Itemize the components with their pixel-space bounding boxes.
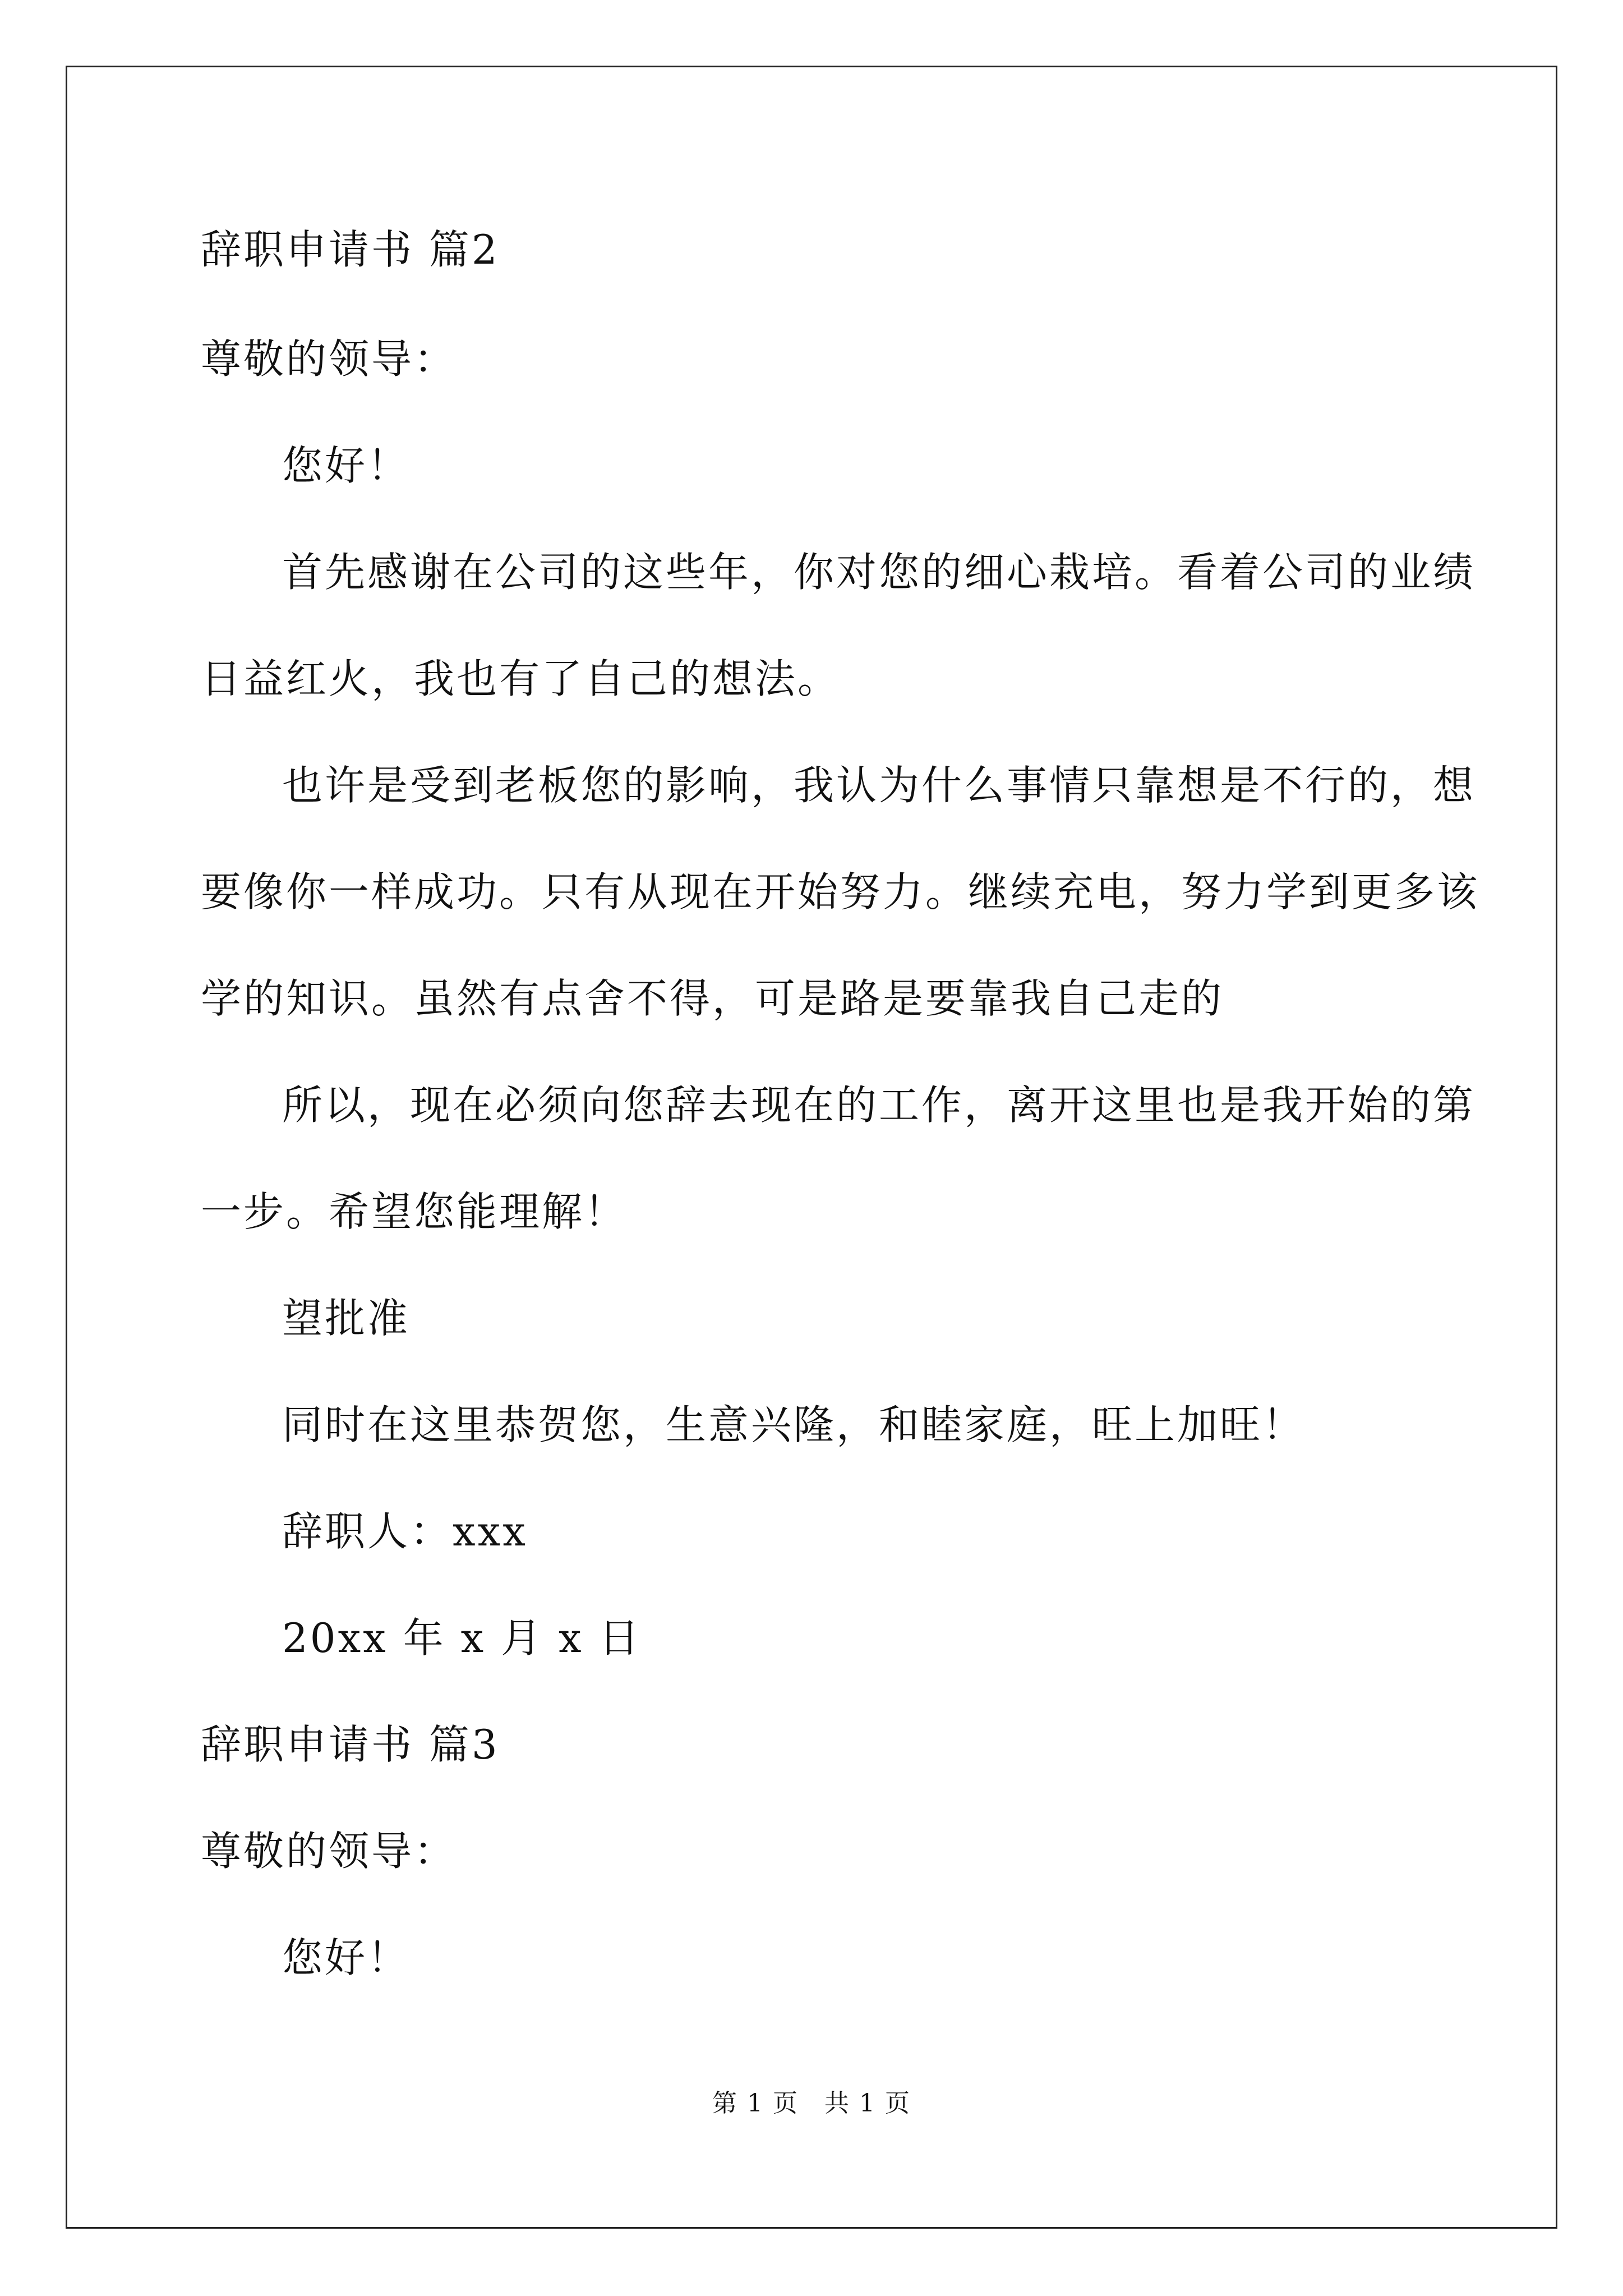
paragraph-line: 一步。希望您能理解！ [201,1188,628,1235]
page-number-footer: 第 1 页 共 1 页 [712,2089,911,2118]
section-title-2: 辞职申请书 篇2 [201,226,500,273]
greeting: 您好！ [282,442,411,489]
paragraph-line: 也许是受到老板您的影响，我认为什么事情只靠想是不行的，想 [282,762,1476,809]
date: 20xx 年 x 月 x 日 [282,1614,642,1662]
salutation: 尊敬的领导： [201,1828,457,1875]
paragraph-line: 所以，现在必须向您辞去现在的工作，离开这里也是我开始的第 [282,1082,1476,1129]
paragraph-line: 日益红火，我也有了自己的想法。 [201,655,841,702]
salutation: 尊敬的领导： [201,335,457,383]
closing-wishes: 同时在这里恭贺您，生意兴隆，和睦家庭，旺上加旺！ [282,1401,1306,1448]
paragraph-line: 要像你一样成功。只有从现在开始努力。继续充电，努力学到更多该 [201,868,1480,915]
paragraph-line: 学的知识。虽然有点舍不得，可是路是要靠我自己走的 [201,975,1224,1022]
signer: 辞职人：xxx [282,1508,528,1555]
page-border [66,66,1557,2229]
section-title-3: 辞职申请书 篇3 [201,1721,500,1768]
greeting: 您好！ [282,1934,411,1981]
approval-request: 望批准 [282,1295,411,1342]
paragraph-line: 首先感谢在公司的这些年，你对您的细心栽培。看着公司的业绩 [282,549,1476,596]
